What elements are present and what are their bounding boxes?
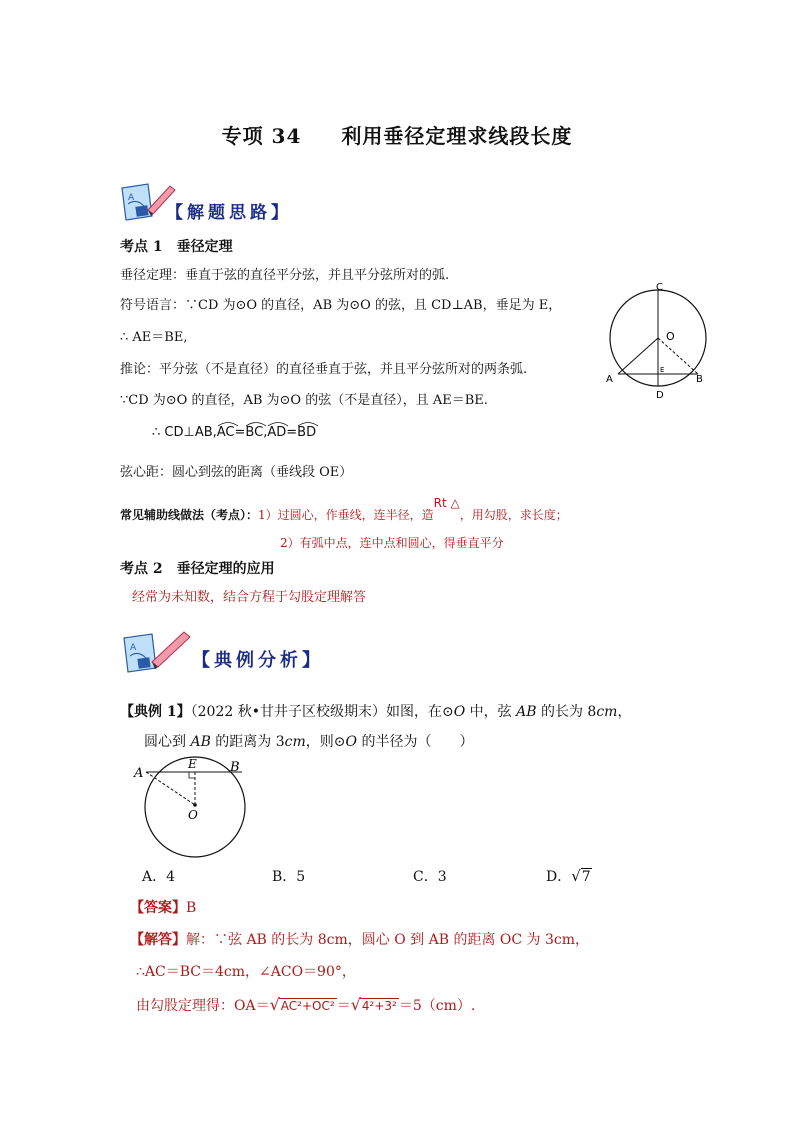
label-c: C — [656, 282, 663, 293]
keypoint-2-text: 经常为未知数，结合方程于勾股定理解答 — [132, 590, 367, 605]
circle-diagram-2 — [132, 755, 262, 860]
page-title: 专项 34 利用垂径定理求线段长度 — [221, 124, 573, 148]
symbol-language-text: 符号语言：∵CD 为⊙O 的直径，AB 为⊙O 的弦，且 CD⊥AB，垂足为 E， — [120, 298, 562, 313]
section-header-examples: 【典例分析】 — [192, 650, 324, 671]
solution-line3: 由勾股定理得：OA＝√AC²+OC² ＝√4²+3² ＝5（cm）. — [136, 995, 476, 1014]
choice-a: A．4 — [142, 869, 176, 885]
chord-distance-text: 弦心距：圆心到弦的距离（垂线段 OE） — [120, 465, 353, 480]
aux-lines-text-2: 2）有弧中点，连中点和圆心，得垂直平分 — [280, 536, 504, 550]
label-o2: O — [188, 808, 198, 822]
choice-d: D．√7 — [546, 867, 591, 885]
corollary-conclusion: ∴ CD⊥AB, AC= BC, AD= BD — [152, 425, 316, 440]
label-b: B — [696, 374, 703, 385]
example-1-question-line2: 圆心到 AB 的距离为 3cm，则⊙O 的半径为（ ） — [144, 734, 474, 750]
choice-b: B．5 — [272, 869, 306, 885]
label-a: A — [606, 374, 613, 385]
label-e: E — [660, 366, 665, 374]
example-1-question-line1: 【典例 1】（2022 秋•甘井子区校级期末）如图，在⊙O 中，弦 AB 的长为 8cm， — [120, 704, 632, 720]
label-a2: A — [134, 766, 144, 781]
label-o: O — [666, 330, 675, 343]
answer-line: 【答案】B — [130, 900, 197, 916]
solution-line1: 【解答】解：∵弦 AB 的长为 8cm，圆心 O 到 AB 的距离 OC 为 3cm， — [130, 932, 590, 948]
keypoint-2-heading: 考点 2 垂径定理的应用 — [120, 561, 275, 577]
label-e2: E — [188, 757, 197, 771]
corollary-condition-text: ∵CD 为⊙O 的直径，AB 为⊙O 的弦（不是直径），且 AE＝BE. — [120, 393, 488, 408]
theorem-text: 垂径定理：垂直于弦的直径平分弦，并且平分弦所对的弧. — [120, 268, 450, 283]
keypoint-1-heading: 考点 1 垂径定理 — [120, 239, 233, 255]
circle-diagram-1 — [600, 280, 715, 405]
svg-text:A: A — [130, 643, 137, 653]
pencil-paper-icon-2 — [118, 628, 198, 678]
corollary-text: 推论：平分弦（不是直径）的直径垂直于弦，并且平分弦所对的两条弧. — [120, 362, 528, 377]
svg-text:A: A — [128, 193, 135, 203]
label-d: D — [656, 390, 664, 401]
label-b2: B — [230, 760, 240, 775]
solution-line2: ∴AC＝BC＝4cm，∠ACO＝90°， — [136, 964, 356, 980]
aux-lines-text: 常见辅助线做法（考点）：1）过圆心，作垂线，连半径，造Rt △，用勾股，求长度； — [120, 496, 568, 522]
choice-c: C．3 — [413, 869, 447, 885]
section-header-approach: 【解题思路】 — [166, 203, 292, 223]
conclusion-text: ∴ AE＝BE, — [120, 330, 188, 345]
